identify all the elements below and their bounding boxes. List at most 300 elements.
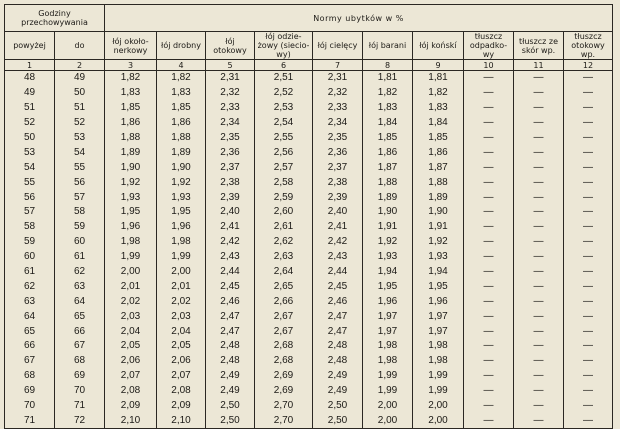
table-cell: 1,90 — [413, 205, 464, 220]
table-cell-empty: — — [514, 86, 564, 101]
table-cell: 50 — [55, 86, 105, 101]
table-cell: 1,89 — [105, 145, 157, 160]
table-cell: 1,81 — [413, 71, 464, 86]
table-cell: 1,82 — [413, 86, 464, 101]
table-cell-empty: — — [514, 250, 564, 265]
header-col-3: łój około-nerkowy — [105, 32, 157, 60]
table-cell-empty: — — [464, 369, 514, 384]
table-cell: 63 — [55, 279, 105, 294]
table-cell: 1,95 — [105, 205, 157, 220]
table-cell: 1,89 — [157, 145, 206, 160]
table-cell: 69 — [55, 369, 105, 384]
table-cell: 2,36 — [206, 145, 255, 160]
table-cell: 1,85 — [105, 101, 157, 116]
table-cell-empty: — — [514, 413, 564, 428]
table-cell-empty: — — [464, 235, 514, 250]
table-cell: 1,86 — [105, 116, 157, 131]
table-cell: 1,99 — [413, 384, 464, 399]
table-cell-empty: — — [514, 324, 564, 339]
table-cell: 1,98 — [157, 235, 206, 250]
table-cell: 51 — [55, 101, 105, 116]
table-cell: 2,07 — [105, 369, 157, 384]
table-cell: 2,37 — [313, 160, 363, 175]
table-cell: 2,70 — [255, 413, 313, 428]
table-cell-empty: — — [564, 265, 613, 280]
table-cell-empty: — — [564, 324, 613, 339]
header-col-11: tłuszcz ze skór wp. — [514, 32, 564, 60]
table-cell-empty: — — [514, 101, 564, 116]
table-cell: 2,65 — [255, 279, 313, 294]
table-cell-empty: — — [514, 145, 564, 160]
table-cell: 2,68 — [255, 354, 313, 369]
table-cell-empty: — — [564, 131, 613, 146]
table-cell: 1,83 — [363, 101, 413, 116]
table-row — [5, 131, 613, 146]
norms-table — [4, 4, 613, 429]
table-cell: 2,10 — [157, 413, 206, 428]
table-row — [5, 384, 613, 399]
table-cell: 1,84 — [413, 116, 464, 131]
table-cell: 2,07 — [157, 369, 206, 384]
table-cell-empty: — — [514, 399, 564, 414]
table-cell-empty: — — [464, 205, 514, 220]
table-cell: 2,58 — [255, 175, 313, 190]
table-cell: 2,00 — [105, 265, 157, 280]
table-cell: 2,36 — [313, 145, 363, 160]
table-cell-empty: — — [514, 369, 564, 384]
table-cell: 1,92 — [363, 235, 413, 250]
table-cell: 1,98 — [105, 235, 157, 250]
table-cell: 2,66 — [255, 294, 313, 309]
table-cell: 2,06 — [157, 354, 206, 369]
table-cell-empty: — — [464, 175, 514, 190]
header-col-9: łój końskí — [413, 32, 464, 60]
table-cell: 1,85 — [413, 131, 464, 146]
table-cell: 2,03 — [105, 309, 157, 324]
table-cell: 56 — [55, 175, 105, 190]
table-cell: 56 — [5, 190, 55, 205]
table-cell: 2,45 — [206, 279, 255, 294]
table-cell: 2,61 — [255, 220, 313, 235]
table-cell: 1,99 — [157, 250, 206, 265]
table-cell: 2,05 — [105, 339, 157, 354]
table-cell: 2,50 — [313, 399, 363, 414]
table-cell-empty: — — [514, 279, 564, 294]
table-cell-empty: — — [564, 71, 613, 86]
table-cell-empty: — — [514, 354, 564, 369]
table-cell: 52 — [55, 116, 105, 131]
table-cell: 67 — [5, 354, 55, 369]
table-cell: 1,93 — [363, 250, 413, 265]
table-cell-empty: — — [464, 131, 514, 146]
table-cell: 1,81 — [363, 71, 413, 86]
table-cell: 2,47 — [206, 309, 255, 324]
table-cell: 2,44 — [313, 265, 363, 280]
table-cell: 61 — [55, 250, 105, 265]
header-col-8: łój barani — [363, 32, 413, 60]
table-cell: 2,41 — [206, 220, 255, 235]
column-number: 2 — [55, 60, 105, 71]
table-cell: 62 — [55, 265, 105, 280]
table-cell: 71 — [55, 399, 105, 414]
table-cell: 1,92 — [413, 235, 464, 250]
table-cell: 2,40 — [206, 205, 255, 220]
table-cell: 2,51 — [255, 71, 313, 86]
table-cell-empty: — — [514, 384, 564, 399]
table-cell: 2,43 — [313, 250, 363, 265]
table-cell: 71 — [5, 413, 55, 428]
table-row — [5, 339, 613, 354]
table-cell: 2,49 — [206, 369, 255, 384]
table-cell: 2,37 — [206, 160, 255, 175]
table-cell-empty: — — [514, 116, 564, 131]
table-cell: 2,31 — [206, 71, 255, 86]
table-cell: 2,39 — [206, 190, 255, 205]
table-cell-empty: — — [564, 160, 613, 175]
table-cell: 57 — [5, 205, 55, 220]
table-cell: 55 — [55, 160, 105, 175]
table-cell: 1,84 — [363, 116, 413, 131]
table-cell: 63 — [5, 294, 55, 309]
table-cell: 2,52 — [255, 86, 313, 101]
table-cell-empty: — — [464, 250, 514, 265]
table-cell: 1,90 — [105, 160, 157, 175]
table-cell: 65 — [5, 324, 55, 339]
table-cell-empty: — — [564, 116, 613, 131]
table-cell: 65 — [55, 309, 105, 324]
table-cell-empty: — — [464, 279, 514, 294]
table-cell: 60 — [55, 235, 105, 250]
table-cell: 2,40 — [313, 205, 363, 220]
table-cell: 1,83 — [105, 86, 157, 101]
table-row — [5, 294, 613, 309]
table-cell: 59 — [5, 235, 55, 250]
table-cell-empty: — — [464, 220, 514, 235]
header-powyzej: powyżej — [5, 32, 55, 60]
table-cell: 1,94 — [363, 265, 413, 280]
table-cell-empty: — — [464, 190, 514, 205]
table-cell: 2,00 — [363, 413, 413, 428]
table-cell-empty: — — [514, 220, 564, 235]
table-cell: 2,50 — [206, 399, 255, 414]
table-cell: 1,98 — [413, 354, 464, 369]
table-cell: 2,02 — [157, 294, 206, 309]
table-cell: 2,49 — [206, 384, 255, 399]
table-cell: 2,39 — [313, 190, 363, 205]
table-cell-empty: — — [564, 145, 613, 160]
table-cell: 68 — [5, 369, 55, 384]
table-cell: 2,42 — [206, 235, 255, 250]
table-cell-empty: — — [514, 190, 564, 205]
table-cell: 2,41 — [313, 220, 363, 235]
column-number: 3 — [105, 60, 157, 71]
table-cell: 2,34 — [313, 116, 363, 131]
table-row — [5, 116, 613, 131]
table-cell: 57 — [55, 190, 105, 205]
column-number: 7 — [313, 60, 363, 71]
table-row — [5, 413, 613, 428]
table-cell: 1,98 — [363, 339, 413, 354]
table-cell: 2,69 — [255, 369, 313, 384]
table-cell-empty: — — [564, 384, 613, 399]
header-col-4: łój drobny — [157, 32, 206, 60]
table-cell: 1,91 — [363, 220, 413, 235]
table-row — [5, 309, 613, 324]
column-number: 12 — [564, 60, 613, 71]
table-cell: 1,98 — [363, 354, 413, 369]
table-cell-empty: — — [514, 160, 564, 175]
table-cell: 1,89 — [413, 190, 464, 205]
table-cell-empty: — — [564, 205, 613, 220]
table-cell: 51 — [5, 101, 55, 116]
table-row — [5, 369, 613, 384]
table-cell: 1,97 — [363, 324, 413, 339]
table-cell: 1,99 — [105, 250, 157, 265]
table-row — [5, 220, 613, 235]
table-row — [5, 145, 613, 160]
table-cell: 1,83 — [413, 101, 464, 116]
table-cell-empty: — — [464, 294, 514, 309]
table-cell: 1,89 — [363, 190, 413, 205]
table-cell: 54 — [5, 160, 55, 175]
table-cell: 1,97 — [413, 324, 464, 339]
table-cell: 2,33 — [313, 101, 363, 116]
column-number: 9 — [413, 60, 464, 71]
table-cell-empty: — — [514, 309, 564, 324]
table-cell: 2,46 — [313, 294, 363, 309]
table-cell: 1,92 — [157, 175, 206, 190]
table-row — [5, 324, 613, 339]
table-cell: 1,94 — [413, 265, 464, 280]
table-cell-empty: — — [564, 399, 613, 414]
table-cell-empty: — — [464, 339, 514, 354]
table-cell: 2,68 — [255, 339, 313, 354]
table-cell: 1,85 — [363, 131, 413, 146]
table-cell: 68 — [55, 354, 105, 369]
table-cell: 59 — [55, 220, 105, 235]
table-cell: 2,33 — [206, 101, 255, 116]
table-row — [5, 279, 613, 294]
table-cell: 53 — [5, 145, 55, 160]
table-cell-empty: — — [564, 250, 613, 265]
table-cell: 2,67 — [255, 324, 313, 339]
table-cell: 2,47 — [206, 324, 255, 339]
table-row — [5, 250, 613, 265]
table-cell: 1,99 — [413, 369, 464, 384]
table-row — [5, 160, 613, 175]
table-cell: 61 — [5, 265, 55, 280]
table-cell: 2,09 — [157, 399, 206, 414]
table-cell: 52 — [5, 116, 55, 131]
table-cell-empty: — — [464, 71, 514, 86]
table-row — [5, 205, 613, 220]
table-cell: 1,95 — [413, 279, 464, 294]
header-col-6: łój odzie-żowy (sieciowy) — [255, 32, 313, 60]
table-row — [5, 354, 613, 369]
table-cell: 2,06 — [105, 354, 157, 369]
table-cell: 2,46 — [206, 294, 255, 309]
table-cell: 58 — [55, 205, 105, 220]
table-cell-empty: — — [564, 354, 613, 369]
table-cell: 2,48 — [313, 339, 363, 354]
table-cell: 64 — [55, 294, 105, 309]
table-cell: 2,43 — [206, 250, 255, 265]
table-cell: 2,63 — [255, 250, 313, 265]
table-row — [5, 265, 613, 280]
table-cell: 2,38 — [313, 175, 363, 190]
table-cell: 2,10 — [105, 413, 157, 428]
table-cell: 1,87 — [363, 160, 413, 175]
table-cell: 2,54 — [255, 116, 313, 131]
table-cell: 2,44 — [206, 265, 255, 280]
table-cell: 2,05 — [157, 339, 206, 354]
table-cell-empty: — — [464, 86, 514, 101]
table-cell: 67 — [55, 339, 105, 354]
table-cell: 2,42 — [313, 235, 363, 250]
table-cell: 2,04 — [157, 324, 206, 339]
table-cell: 2,59 — [255, 190, 313, 205]
table-row — [5, 399, 613, 414]
table-cell: 1,88 — [363, 175, 413, 190]
table-cell-empty: — — [464, 384, 514, 399]
table-cell: 2,34 — [206, 116, 255, 131]
table-cell: 1,93 — [105, 190, 157, 205]
table-cell: 2,00 — [413, 399, 464, 414]
table-cell: 1,90 — [157, 160, 206, 175]
table-cell-empty: — — [514, 294, 564, 309]
header-godziny: Godziny przechowywania — [5, 5, 105, 32]
table-cell: 2,04 — [105, 324, 157, 339]
column-number: 1 — [5, 60, 55, 71]
table-cell-empty: — — [564, 339, 613, 354]
table-cell: 70 — [55, 384, 105, 399]
table-cell: 1,82 — [157, 71, 206, 86]
table-cell: 49 — [5, 86, 55, 101]
table-cell-empty: — — [464, 309, 514, 324]
table-row — [5, 190, 613, 205]
table-row — [5, 86, 613, 101]
table-cell: 2,01 — [105, 279, 157, 294]
table-cell: 1,85 — [157, 101, 206, 116]
table-cell: 2,67 — [255, 309, 313, 324]
table-cell: 1,96 — [105, 220, 157, 235]
table-cell: 1,95 — [363, 279, 413, 294]
table-cell-empty: — — [464, 265, 514, 280]
table-cell: 2,01 — [157, 279, 206, 294]
table-cell: 1,96 — [157, 220, 206, 235]
table-cell: 1,87 — [413, 160, 464, 175]
table-cell: 2,00 — [363, 399, 413, 414]
table-cell: 1,93 — [157, 190, 206, 205]
header-col-5: łój otokowy — [206, 32, 255, 60]
table-cell: 2,70 — [255, 399, 313, 414]
table-cell-empty: — — [464, 145, 514, 160]
header-normy: Normy ubytków w % — [105, 5, 613, 32]
table-cell: 60 — [5, 250, 55, 265]
table-cell-empty: — — [564, 220, 613, 235]
table-cell: 2,38 — [206, 175, 255, 190]
table-cell-empty: — — [564, 279, 613, 294]
table-cell-empty: — — [564, 369, 613, 384]
table-cell: 2,55 — [255, 131, 313, 146]
table-cell: 70 — [5, 399, 55, 414]
table-cell: 2,48 — [206, 339, 255, 354]
table-cell: 72 — [55, 413, 105, 428]
table-cell: 53 — [55, 131, 105, 146]
table-cell: 1,82 — [105, 71, 157, 86]
table-cell: 1,92 — [105, 175, 157, 190]
table-cell-empty: — — [564, 294, 613, 309]
table-cell-empty: — — [514, 235, 564, 250]
table-cell: 1,95 — [157, 205, 206, 220]
table-cell: 1,98 — [413, 339, 464, 354]
column-number: 8 — [363, 60, 413, 71]
table-body — [5, 71, 613, 429]
table-cell-empty: — — [514, 205, 564, 220]
column-number: 4 — [157, 60, 206, 71]
table-cell: 66 — [5, 339, 55, 354]
header-col-12: tłuszcz otokowy wp. — [564, 32, 613, 60]
table-cell-empty: — — [514, 175, 564, 190]
table-cell: 49 — [55, 71, 105, 86]
table-row — [5, 101, 613, 116]
table-cell: 2,53 — [255, 101, 313, 116]
table-cell: 1,88 — [413, 175, 464, 190]
table-cell-empty: — — [564, 235, 613, 250]
table-cell: 69 — [5, 384, 55, 399]
table-cell: 1,86 — [413, 145, 464, 160]
table-cell-empty: — — [514, 339, 564, 354]
table-cell: 1,88 — [105, 131, 157, 146]
table-cell: 2,50 — [206, 413, 255, 428]
table-cell-empty: — — [464, 324, 514, 339]
table-cell: 2,56 — [255, 145, 313, 160]
table-cell: 2,08 — [157, 384, 206, 399]
column-numbers-row — [5, 60, 613, 71]
table-cell: 2,45 — [313, 279, 363, 294]
table-cell: 2,32 — [206, 86, 255, 101]
table-cell: 2,00 — [157, 265, 206, 280]
table-cell: 2,69 — [255, 384, 313, 399]
table-cell: 1,82 — [363, 86, 413, 101]
table-cell: 1,99 — [363, 384, 413, 399]
table-cell-empty: — — [464, 101, 514, 116]
table-cell: 2,09 — [105, 399, 157, 414]
table-cell: 1,91 — [413, 220, 464, 235]
table-cell: 2,35 — [313, 131, 363, 146]
table-cell: 1,96 — [363, 294, 413, 309]
column-number: 10 — [464, 60, 514, 71]
table-cell: 2,50 — [313, 413, 363, 428]
table-cell-empty: — — [464, 413, 514, 428]
table-cell: 2,57 — [255, 160, 313, 175]
table-cell: 2,00 — [413, 413, 464, 428]
table-cell-empty: — — [564, 309, 613, 324]
table-cell: 2,03 — [157, 309, 206, 324]
table-row — [5, 175, 613, 190]
table-cell-empty: — — [564, 175, 613, 190]
table-cell: 58 — [5, 220, 55, 235]
table-cell: 1,97 — [363, 309, 413, 324]
table-cell: 2,02 — [105, 294, 157, 309]
table-cell-empty: — — [564, 86, 613, 101]
header-col-7: łój cielęcy — [313, 32, 363, 60]
table-cell: 1,90 — [363, 205, 413, 220]
table-cell: 2,49 — [313, 384, 363, 399]
header-col-10: tłuszcz odpadko-wy — [464, 32, 514, 60]
table-cell-empty: — — [514, 131, 564, 146]
table-cell: 55 — [5, 175, 55, 190]
